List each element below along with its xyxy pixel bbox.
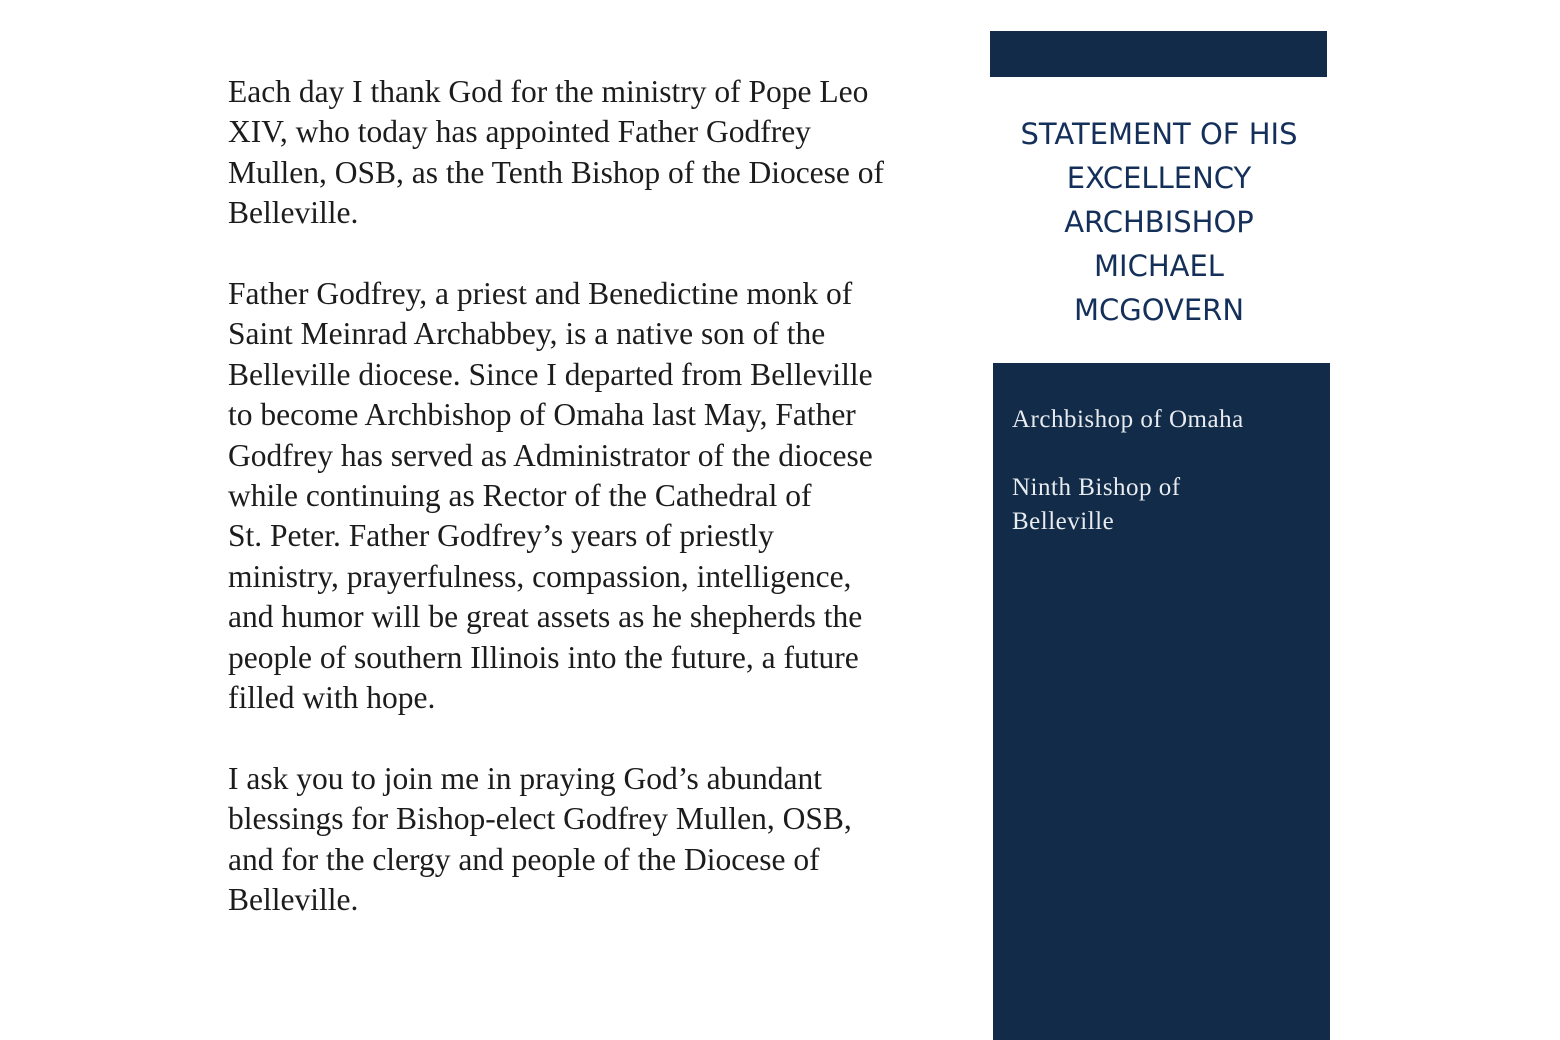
role-ninth-bishop-of-belleville: Ninth Bishop of Belleville — [1012, 474, 1181, 535]
role-archbishop-of-omaha: Archbishop of Omaha — [1012, 406, 1244, 433]
sidebar-panel — [993, 363, 1330, 1040]
statement-body — [228, 72, 958, 961]
paragraph-prayer-request: I ask you to join me in praying God’s abundant blessings for Bishop-elect Godfrey Mullen, OSB, and for the clergy and people of the Diocese of Belleville. — [228, 760, 852, 918]
header-color-bar — [990, 31, 1327, 77]
statement-title: STATEMENT OF HIS EXCELLENCY ARCHBISHOP MICHAEL MCGOVERN — [1020, 117, 1298, 327]
paragraph-appointment: Each day I thank God for the ministry of Pope Leo XIV, who today has appointed Father Godfrey Mullen, OSB, as the Tenth Bishop of the Diocese of Belleville. — [228, 74, 885, 231]
paragraph-biography: Father Godfrey, a priest and Benedictine monk of Saint Meinrad Archabbey, is a native son of the Belleville diocese. Since I departed from Belleville to become Archbishop of Omaha last May, Father Godfrey has served as Administrator of the diocese while continuing as Rector of the Cathedral of St. Peter. Father Godfrey’s years of priestly ministry, prayerfulness, compassion, intelligence, and humor will be great assets as he shepherds the people of southern Illinois into the future, a future filled with hope. — [228, 276, 873, 716]
